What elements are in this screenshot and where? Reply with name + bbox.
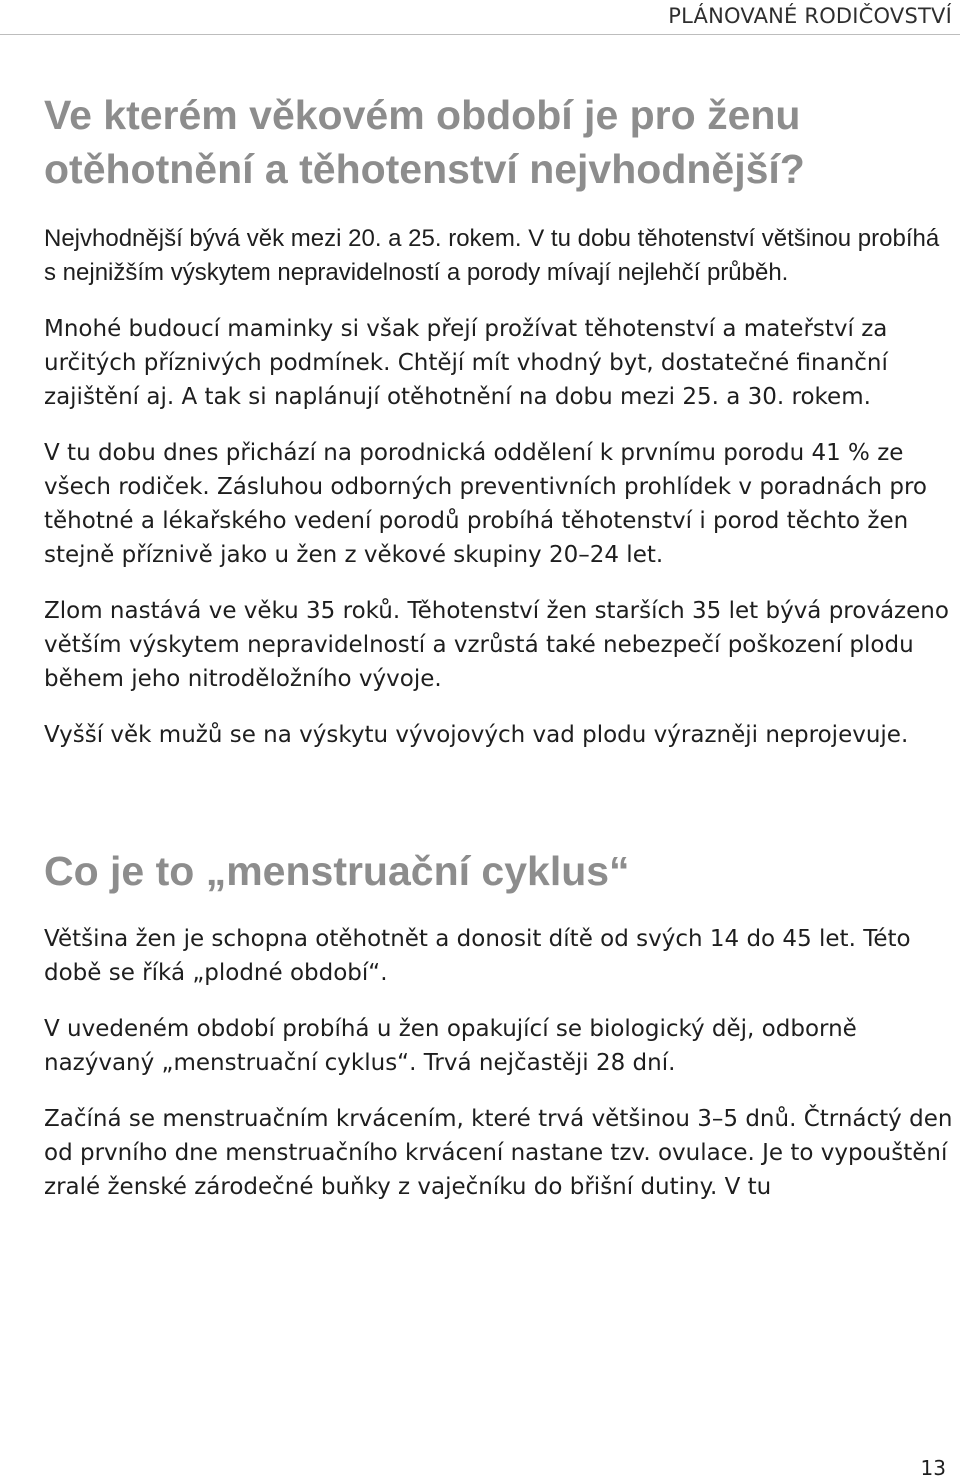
section-heading-menstrual-cycle: Co je to „menstruační cyklus“ bbox=[44, 848, 630, 894]
paragraph: V tu dobu dnes přichází na porodnická oddělení k prvnímu porodu 41 % ze všech rodiček. Zásluhou odborných preventivních prohlídek v poradnách pro těhotné a lékařského vedení porodů probíhá těhotenství i porod těchto žen stejně příznivě jako u žen z věkové skupiny 20–24 let. bbox=[44, 440, 927, 568]
paragraph: Většina žen je schopna otěhotnět a donosit dítě od svých 14 do 45 let. Této době se říká „plodné období“. bbox=[44, 926, 911, 986]
page-content bbox=[44, 88, 956, 1226]
paragraph: Vyšší věk mužů se na výskytu vývojových vad plodu výrazněji neprojevuje. bbox=[44, 722, 909, 748]
paragraph: Nejvhodnější bývá věk mezi 20. a 25. rokem. V tu dobu těhotenství většinou probíhá s nejnižším výskytem nepravidelností a porody mívají nejlehčí průběh. bbox=[44, 225, 940, 286]
section-heading-age: Ve kterém věkovém období je pro ženu otěhotnění a těhotenství nejvhodnější? bbox=[44, 92, 805, 192]
paragraph: Mnohé budoucí maminky si však přejí prožívat těhotenství a mateřství za určitých příznivých podmínek. Chtějí mít vhodný byt, dostatečné finanční zajištění aj. A tak si naplánují otěhotnění na dobu mezi 25. a 30. rokem. bbox=[44, 316, 888, 410]
header-divider bbox=[0, 34, 960, 35]
paragraph: V uvedeném období probíhá u žen opakující se biologický děj, odborně nazývaný „menstruační cyklus“. Trvá nejčastěji 28 dní. bbox=[44, 1016, 857, 1076]
paragraph: Zlom nastává ve věku 35 roků. Těhotenství žen starších 35 let bývá provázeno větším výskytem nepravidelností a vzrůstá také nebezpečí poškození plodu během jeho nitroděložního vývoje. bbox=[44, 598, 949, 692]
running-header: PLÁNOVANÉ RODIČOVSTVÍ bbox=[668, 4, 952, 28]
paragraph: Začíná se menstruačním krvácením, které trvá většinou 3–5 dnů. Čtrnáctý den od prvního dne menstruačního krvácení nastane tzv. ovulace. Je to vypouštění zralé ženské zárodečné buňky z vaječníku do břišní dutiny. V tu bbox=[44, 1106, 953, 1200]
page-number: 13 bbox=[920, 1456, 946, 1480]
